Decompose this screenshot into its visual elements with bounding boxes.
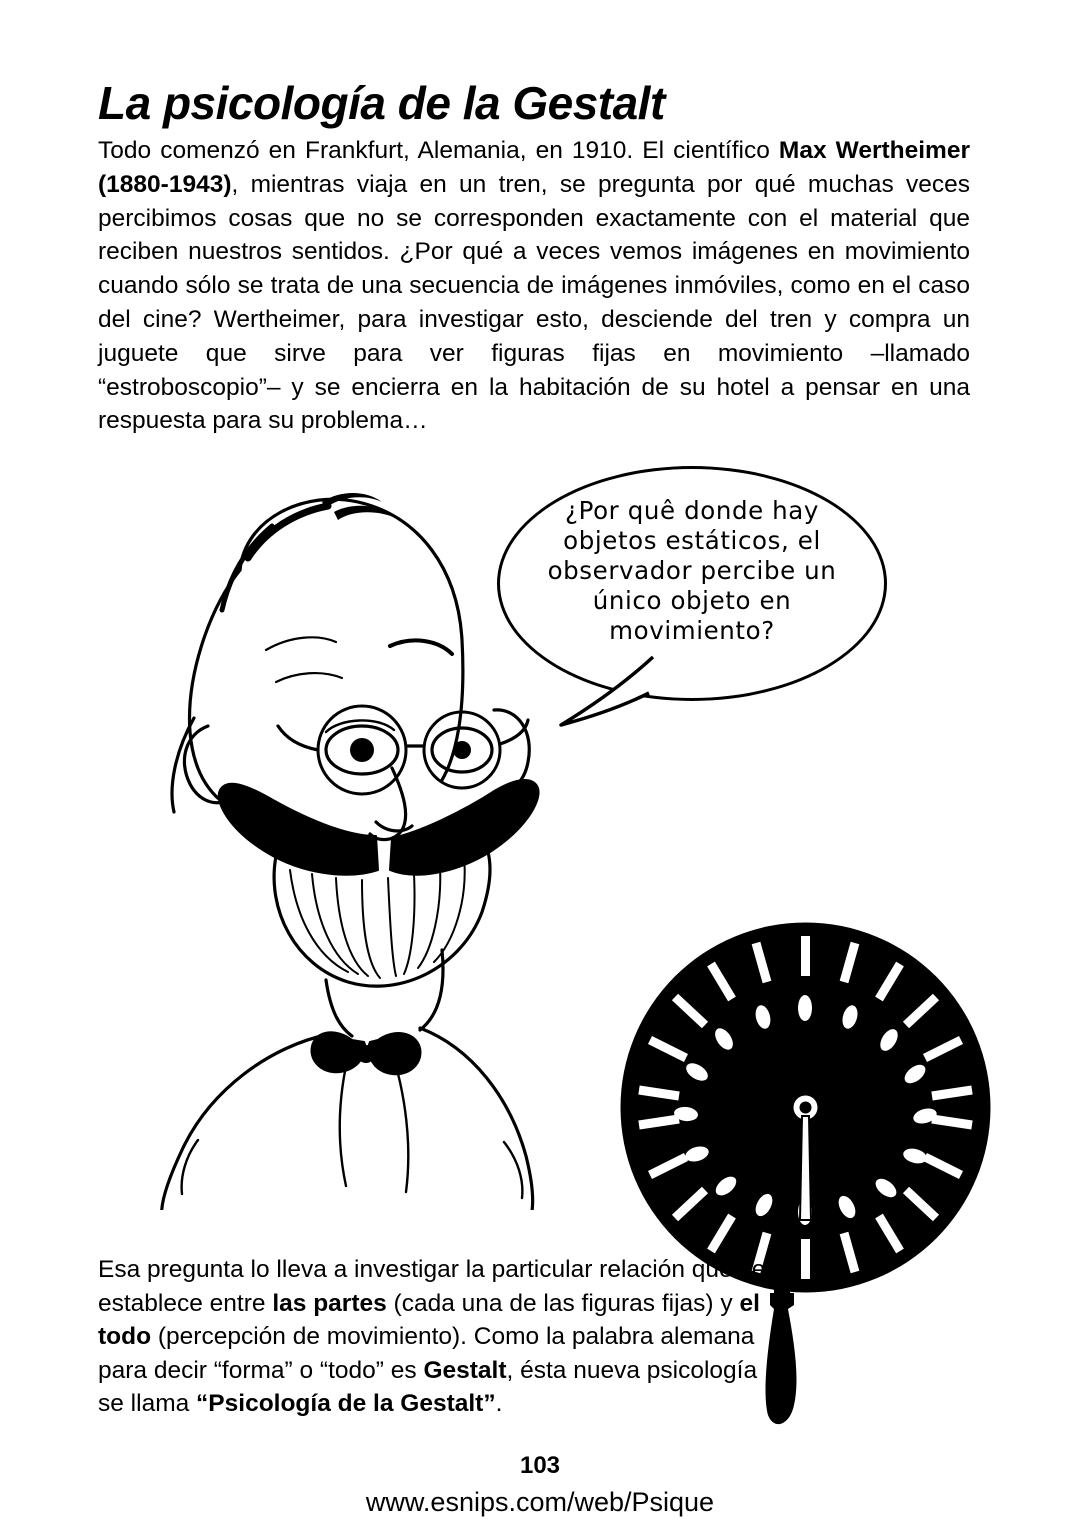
page-title: La psicología de la Gestalt bbox=[98, 76, 665, 129]
intro-text-run-2 bbox=[827, 137, 836, 164]
bottom-run-3: (percepción de movimiento). Como la palabra alemana para decir “forma” o “todo” es bbox=[98, 1323, 755, 1384]
speech-bubble-tail bbox=[557, 651, 667, 731]
illustration-block bbox=[0, 430, 1080, 1260]
bottom-run-5: . bbox=[495, 1390, 503, 1418]
bottom-run-4: , ésta nueva psicología se llama bbox=[98, 1356, 758, 1418]
footer-url: www.esnips.com/web/Psique bbox=[365, 1487, 715, 1517]
bottom-bold-las-partes: las partes bbox=[272, 1289, 387, 1317]
intro-bold-max: Max bbox=[778, 137, 827, 164]
bottom-bold-el-todo: el todo bbox=[98, 1289, 760, 1351]
bottom-bold-psicologia-gestalt: “Psicología de la Gestalt” bbox=[196, 1390, 496, 1418]
intro-paragraph bbox=[98, 134, 970, 438]
bottom-paragraph bbox=[98, 1253, 788, 1421]
speech-bubble-text: ¿Por quê donde hay objetos estáticos, el observador percibe un único objeto en movimiento? bbox=[547, 496, 837, 645]
bottom-bold-gestalt: Gestalt bbox=[423, 1356, 507, 1384]
bottom-run-1: Esa pregunta lo lleva a investigar la particular relación que se establece entre bbox=[98, 1256, 766, 1317]
speech-bubble bbox=[497, 466, 887, 701]
wertheimer-caricature bbox=[90, 450, 560, 1210]
page-number: 103 bbox=[519, 1452, 561, 1479]
bottom-run-2: (cada una de las figuras fijas) y bbox=[386, 1289, 740, 1317]
intro-text-run-3: , mientras viaja en un tren, se pregunta por qué muchas veces percibimos cosas que no se corresponden exactamente con el material que reciben nuestros sentidos. ¿Por qué a veces vemos imágenes en movimiento cuando sólo se trata de una secuencia de imágenes inmóviles, como en el caso del cine? Wertheimer, para investigar esto, desciende del tren y compra un juguete que sirve para ver figuras fijas en movimiento –llamado “estroboscopio”– y se encierra en la habitación de su hotel a pensar en una respuesta para su problema… bbox=[98, 170, 970, 435]
stroboscope-disc bbox=[618, 920, 993, 1295]
intro-bold-wertheimer: Wertheimer (1880-1943) bbox=[98, 137, 970, 198]
intro-text-run-1: Todo comenzó en Frankfurt, Alemania, en 1910. El científico bbox=[98, 137, 779, 164]
